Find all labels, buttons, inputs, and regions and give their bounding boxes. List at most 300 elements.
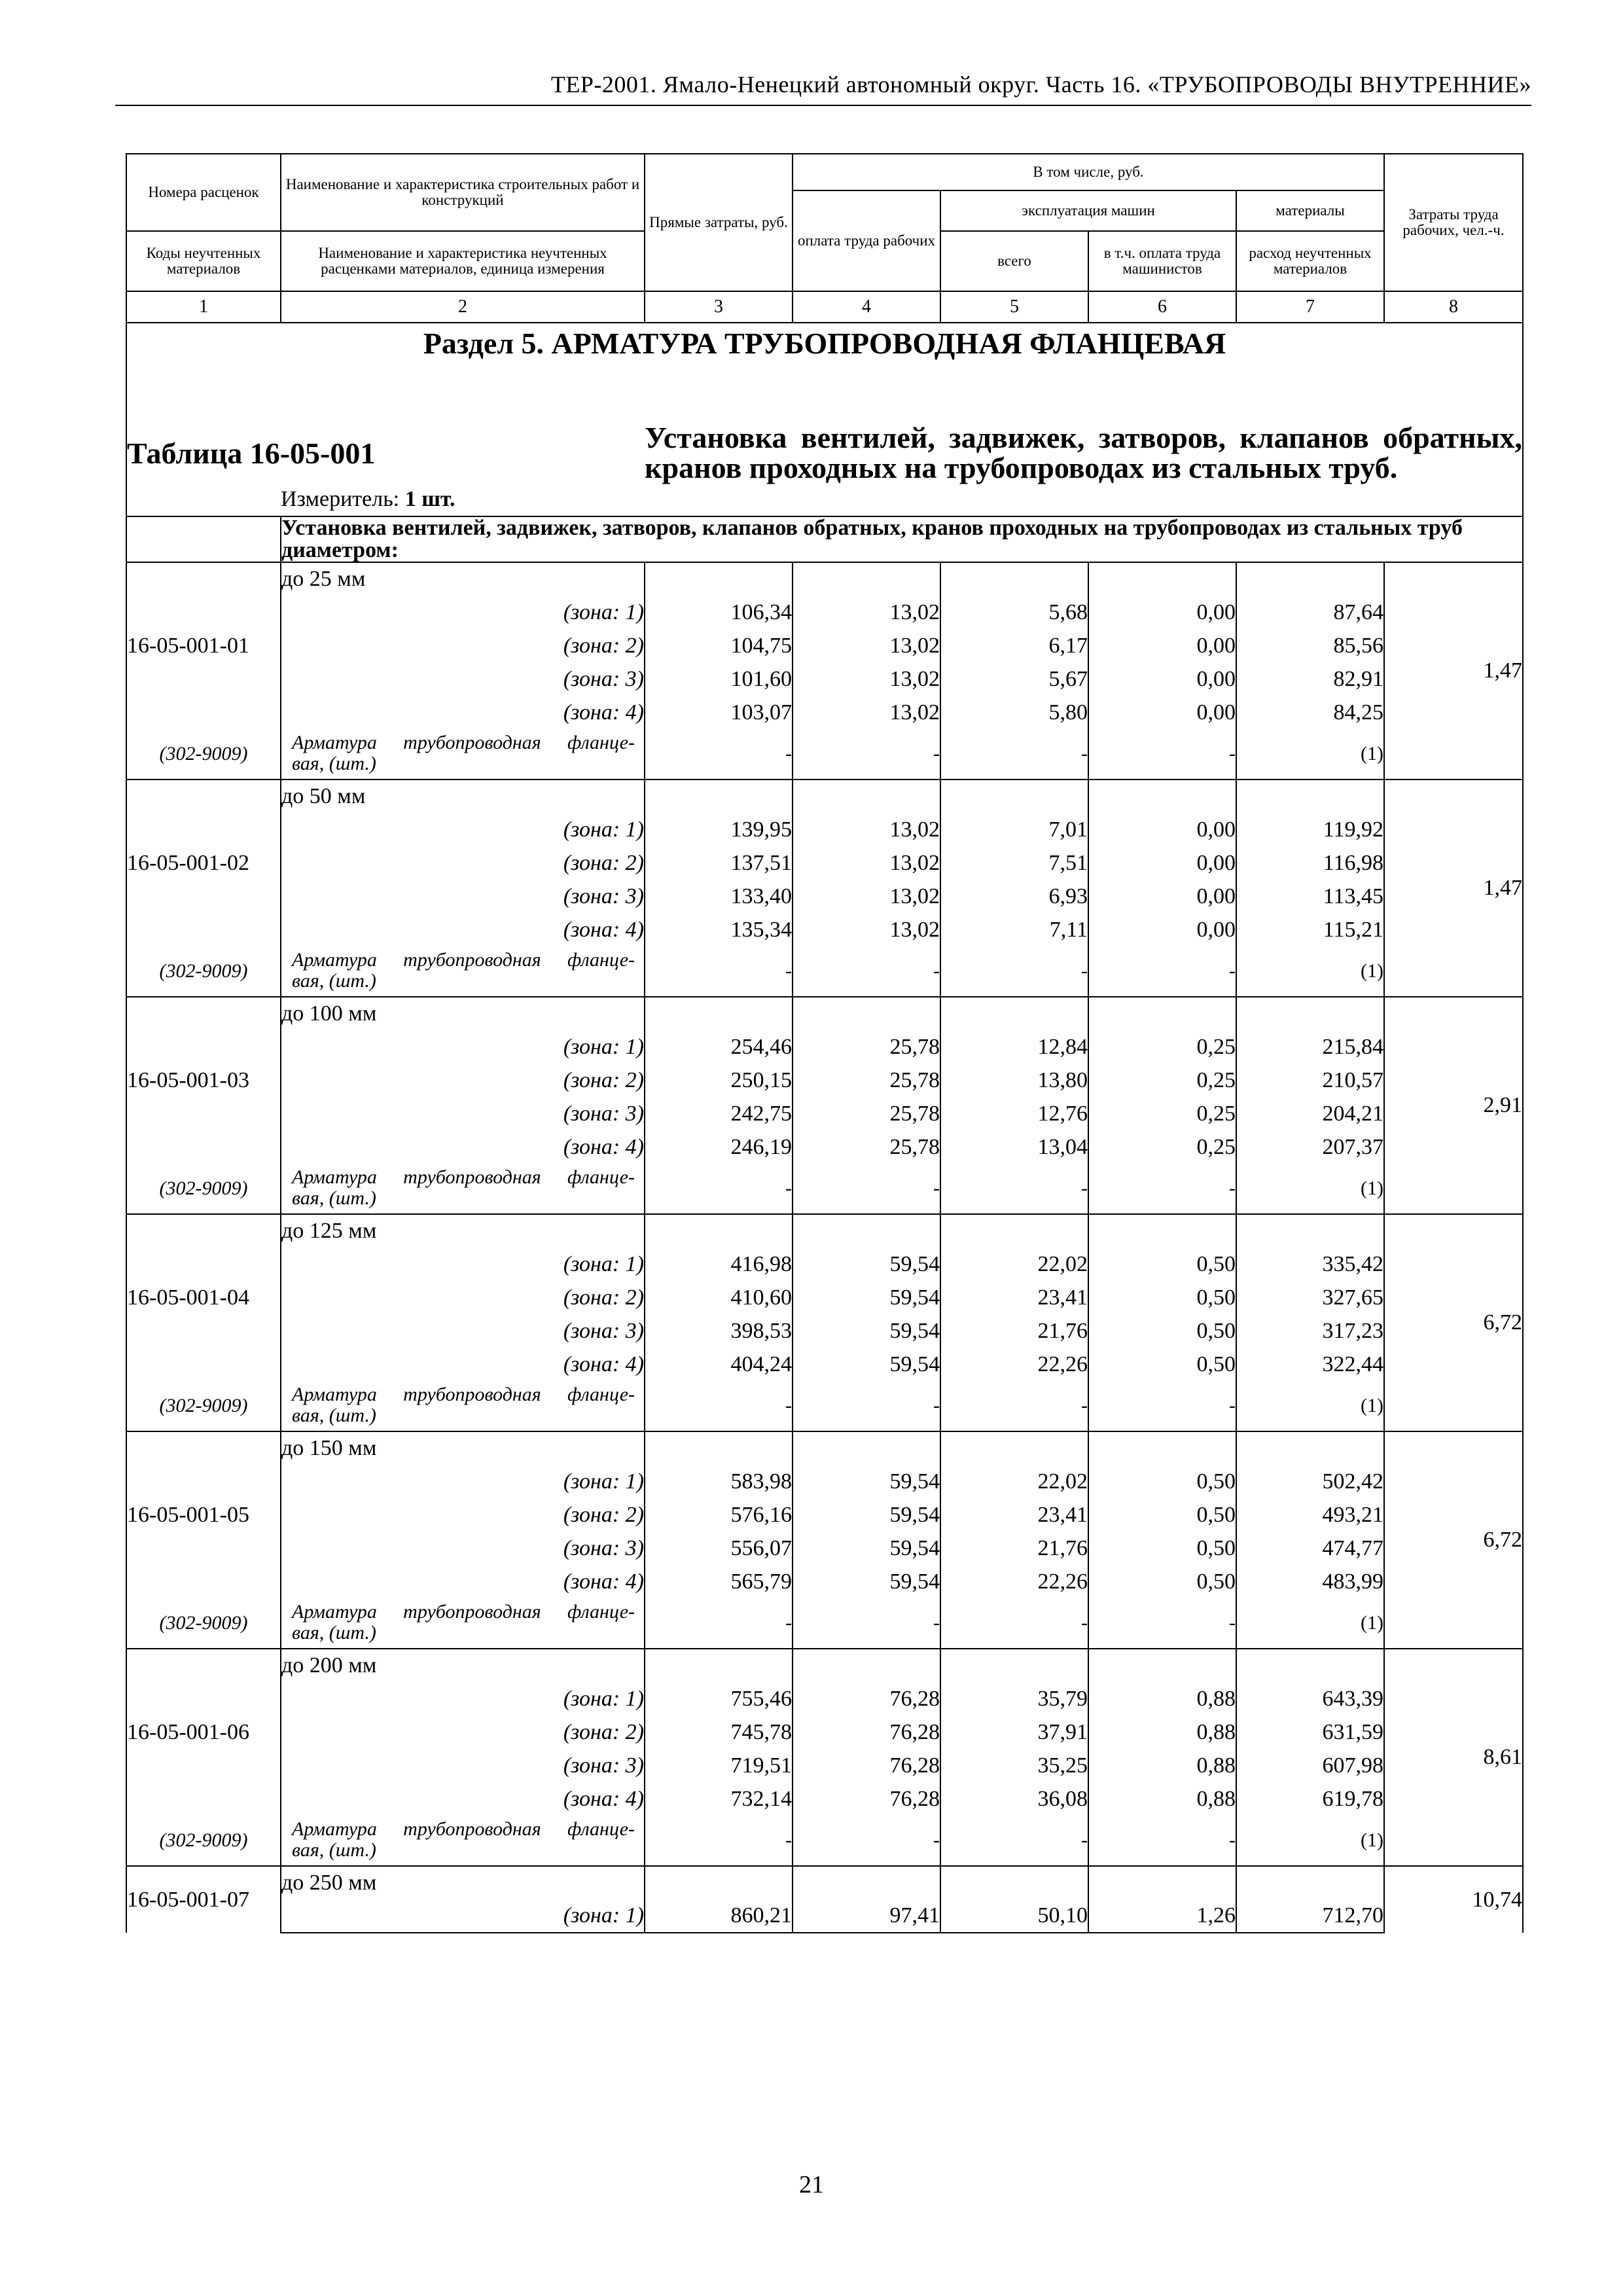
material-code: (302-9009) xyxy=(126,1816,281,1866)
direct-costs: 719,51 xyxy=(645,1749,793,1782)
direct-costs: 576,16 xyxy=(645,1498,793,1532)
rate-code: 16-05-001-06 xyxy=(126,1649,281,1816)
zone-label: (зона: 4) xyxy=(281,1565,645,1598)
direct-costs: 860,21 xyxy=(645,1899,793,1933)
rate-name: до 25 мм xyxy=(281,562,645,596)
direct-costs: 404,24 xyxy=(645,1348,793,1381)
empty-cell xyxy=(1088,1214,1236,1247)
header-codes-top: Номера расценок xyxy=(126,154,281,231)
material-name-line1: Арматура трубопроводная фланце- xyxy=(292,1166,635,1188)
empty-cell xyxy=(940,780,1088,813)
machines-total: 22,02 xyxy=(940,1247,1088,1281)
rate-name: до 50 мм xyxy=(281,780,645,813)
zone-row xyxy=(126,1682,1523,1715)
operators-wages: 0,50 xyxy=(1088,1348,1236,1381)
material-name-line2: вая, (шт.) xyxy=(292,1839,376,1861)
material-dash: - xyxy=(645,1816,793,1866)
machines-total: 13,04 xyxy=(940,1130,1088,1164)
material-code: (302-9009) xyxy=(126,946,281,997)
zone-row xyxy=(126,1247,1523,1281)
material-qty: (1) xyxy=(1236,1164,1384,1214)
zone-row xyxy=(126,846,1523,880)
materials-cost: 712,70 xyxy=(1236,1899,1384,1933)
machines-total: 7,11 xyxy=(940,913,1088,946)
direct-costs: 556,07 xyxy=(645,1532,793,1565)
col-number: 7 xyxy=(1236,291,1384,323)
rate-row xyxy=(126,1866,1523,1899)
zone-row xyxy=(126,696,1523,729)
direct-costs: 103,07 xyxy=(645,696,793,729)
zone-row xyxy=(126,1348,1523,1381)
wages: 13,02 xyxy=(793,813,940,846)
machines-total: 22,02 xyxy=(940,1465,1088,1498)
empty-cell xyxy=(940,1214,1088,1247)
zone-label: (зона: 4) xyxy=(281,913,645,946)
zone-row xyxy=(126,596,1523,629)
zone-label: (зона: 3) xyxy=(281,1314,645,1348)
wages: 13,02 xyxy=(793,846,940,880)
machines-total: 50,10 xyxy=(940,1899,1088,1933)
zone-row xyxy=(126,1465,1523,1498)
wages: 13,02 xyxy=(793,913,940,946)
material-name-line2: вая, (шт.) xyxy=(292,1405,376,1426)
machines-total: 22,26 xyxy=(940,1348,1088,1381)
material-dash: - xyxy=(645,1164,793,1214)
material-code: (302-9009) xyxy=(126,1381,281,1431)
zone-label: (зона: 1) xyxy=(281,1465,645,1498)
materials-cost: 631,59 xyxy=(1236,1715,1384,1749)
zone-label: (зона: 2) xyxy=(281,1715,645,1749)
wages: 97,41 xyxy=(793,1899,940,1933)
direct-costs: 242,75 xyxy=(645,1097,793,1130)
zone-row xyxy=(126,1130,1523,1164)
direct-costs: 410,60 xyxy=(645,1281,793,1314)
zone-row xyxy=(126,629,1523,662)
header-name-bottom: Наименование и характеристика неучтенных расценками материалов, единица измерения xyxy=(281,231,645,291)
header-material-use: расход неучтенных материалов xyxy=(1236,231,1384,291)
material-qty: (1) xyxy=(1236,1598,1384,1649)
operators-wages: 0,88 xyxy=(1088,1749,1236,1782)
materials-cost: 116,98 xyxy=(1236,846,1384,880)
zone-label: (зона: 1) xyxy=(281,1030,645,1064)
direct-costs: 106,34 xyxy=(645,596,793,629)
material-qty: (1) xyxy=(1236,729,1384,780)
empty-cell xyxy=(1088,1431,1236,1465)
empty-cell xyxy=(940,562,1088,596)
material-dash: - xyxy=(645,1598,793,1649)
wages: 25,78 xyxy=(793,1064,940,1097)
wages: 59,54 xyxy=(793,1281,940,1314)
empty-cell xyxy=(793,1649,940,1682)
direct-costs: 732,14 xyxy=(645,1782,793,1816)
empty-cell xyxy=(793,1214,940,1247)
zone-row xyxy=(126,1532,1523,1565)
empty-cell xyxy=(940,1866,1088,1899)
direct-costs: 398,53 xyxy=(645,1314,793,1348)
header-operators: в т.ч. оплата труда машинистов xyxy=(1088,231,1236,291)
zone-row xyxy=(126,1281,1523,1314)
zone-label: (зона: 2) xyxy=(281,846,645,880)
material-dash: - xyxy=(940,1816,1088,1866)
zone-label: (зона: 2) xyxy=(281,1498,645,1532)
zone-label: (зона: 3) xyxy=(281,880,645,913)
header-materials: материалы xyxy=(1236,190,1384,231)
empty-cell xyxy=(645,562,793,596)
empty-cell xyxy=(793,780,940,813)
rate-name: до 250 мм xyxy=(281,1866,645,1899)
direct-costs: 250,15 xyxy=(645,1064,793,1097)
material-row xyxy=(126,1381,1523,1431)
material-dash: - xyxy=(940,1381,1088,1431)
material-name xyxy=(281,946,645,997)
col-number: 1 xyxy=(126,291,281,323)
zone-row xyxy=(126,913,1523,946)
materials-cost: 84,25 xyxy=(1236,696,1384,729)
wages: 59,54 xyxy=(793,1532,940,1565)
zone-label: (зона: 3) xyxy=(281,1532,645,1565)
material-dash: - xyxy=(645,1381,793,1431)
operators-wages: 0,88 xyxy=(1088,1682,1236,1715)
material-dash: - xyxy=(1088,1164,1236,1214)
operators-wages: 0,50 xyxy=(1088,1281,1236,1314)
materials-cost: 85,56 xyxy=(1236,629,1384,662)
labor-cost: 6,72 xyxy=(1384,1431,1523,1649)
materials-cost: 327,65 xyxy=(1236,1281,1384,1314)
material-name-line1: Арматура трубопроводная фланце- xyxy=(292,732,635,753)
empty-cell xyxy=(645,997,793,1030)
labor-cost: 1,47 xyxy=(1384,780,1523,997)
material-dash: - xyxy=(793,1816,940,1866)
material-qty: (1) xyxy=(1236,946,1384,997)
materials-cost: 215,84 xyxy=(1236,1030,1384,1064)
header-machines-total: всего xyxy=(940,231,1088,291)
machines-total: 22,26 xyxy=(940,1565,1088,1598)
empty-cell xyxy=(1088,1866,1236,1899)
operators-wages: 0,00 xyxy=(1088,662,1236,696)
material-name-line2: вая, (шт.) xyxy=(292,970,376,992)
direct-costs: 101,60 xyxy=(645,662,793,696)
zone-row xyxy=(126,880,1523,913)
empty-cell xyxy=(1236,1431,1384,1465)
wages: 59,54 xyxy=(793,1498,940,1532)
operators-wages: 0,00 xyxy=(1088,846,1236,880)
empty-cell xyxy=(1088,997,1236,1030)
zone-row xyxy=(126,813,1523,846)
zone-row xyxy=(126,1749,1523,1782)
material-row xyxy=(126,1816,1523,1866)
header-direct-costs: Прямые затраты, руб. xyxy=(645,154,793,291)
machines-total: 5,68 xyxy=(940,596,1088,629)
material-dash: - xyxy=(645,729,793,780)
empty-cell xyxy=(793,1431,940,1465)
labor-cost: 2,91 xyxy=(1384,997,1523,1214)
zone-label: (зона: 4) xyxy=(281,696,645,729)
material-name xyxy=(281,1381,645,1431)
material-name-line1: Арматура трубопроводная фланце- xyxy=(292,1384,635,1405)
direct-costs: 254,46 xyxy=(645,1030,793,1064)
material-name-line2: вая, (шт.) xyxy=(292,1187,376,1209)
material-name xyxy=(281,1164,645,1214)
operators-wages: 0,00 xyxy=(1088,813,1236,846)
material-name-line1: Арматура трубопроводная фланце- xyxy=(292,1601,635,1623)
machines-total: 36,08 xyxy=(940,1782,1088,1816)
direct-costs: 745,78 xyxy=(645,1715,793,1749)
material-dash: - xyxy=(1088,1381,1236,1431)
wages: 76,28 xyxy=(793,1715,940,1749)
header-incl: В том числе, руб. xyxy=(793,154,1384,190)
zone-row xyxy=(126,662,1523,696)
wages: 13,02 xyxy=(793,662,940,696)
meter-label: Измеритель: xyxy=(281,487,400,511)
rate-name: до 100 мм xyxy=(281,997,645,1030)
operators-wages: 0,50 xyxy=(1088,1247,1236,1281)
operators-wages: 0,50 xyxy=(1088,1465,1236,1498)
materials-cost: 322,44 xyxy=(1236,1348,1384,1381)
empty-cell xyxy=(1088,1649,1236,1682)
wages: 76,28 xyxy=(793,1682,940,1715)
zone-label: (зона: 1) xyxy=(281,596,645,629)
machines-total: 7,51 xyxy=(940,846,1088,880)
machines-total: 21,76 xyxy=(940,1532,1088,1565)
empty-cell xyxy=(940,997,1088,1030)
material-code: (302-9009) xyxy=(126,1164,281,1214)
zone-row xyxy=(126,1097,1523,1130)
machines-total: 23,41 xyxy=(940,1498,1088,1532)
header-labor: Затраты труда рабочих, чел.-ч. xyxy=(1384,154,1523,291)
machines-total: 21,76 xyxy=(940,1314,1088,1348)
material-row xyxy=(126,946,1523,997)
material-dash: - xyxy=(940,1598,1088,1649)
rate-code: 16-05-001-05 xyxy=(126,1431,281,1598)
materials-cost: 82,91 xyxy=(1236,662,1384,696)
material-name xyxy=(281,1816,645,1866)
rate-code: 16-05-001-04 xyxy=(126,1214,281,1381)
rate-row xyxy=(126,1431,1523,1465)
material-qty: (1) xyxy=(1236,1381,1384,1431)
section-title: Раздел 5. АРМАТУРА ТРУБОПРОВОДНАЯ ФЛАНЦЕВАЯ xyxy=(126,323,1523,363)
empty-cell xyxy=(645,1649,793,1682)
direct-costs: 565,79 xyxy=(645,1565,793,1598)
material-row xyxy=(126,729,1523,780)
materials-cost: 619,78 xyxy=(1236,1782,1384,1816)
labor-cost: 6,72 xyxy=(1384,1214,1523,1431)
empty-cell xyxy=(793,997,940,1030)
zone-label: (зона: 3) xyxy=(281,1097,645,1130)
zone-row xyxy=(126,1899,1523,1933)
wages: 59,54 xyxy=(793,1465,940,1498)
materials-cost: 493,21 xyxy=(1236,1498,1384,1532)
operators-wages: 0,00 xyxy=(1088,596,1236,629)
operators-wages: 0,00 xyxy=(1088,913,1236,946)
materials-cost: 204,21 xyxy=(1236,1097,1384,1130)
zone-row xyxy=(126,1314,1523,1348)
empty-cell xyxy=(1236,1866,1384,1899)
zone-row xyxy=(126,1715,1523,1749)
rate-name: до 125 мм xyxy=(281,1214,645,1247)
material-dash: - xyxy=(1088,946,1236,997)
operators-wages: 0,00 xyxy=(1088,629,1236,662)
empty-cell xyxy=(645,1866,793,1899)
material-dash: - xyxy=(940,946,1088,997)
material-qty: (1) xyxy=(1236,1816,1384,1866)
machines-total: 12,84 xyxy=(940,1030,1088,1064)
material-name-line2: вая, (шт.) xyxy=(292,753,376,774)
zone-label: (зона: 1) xyxy=(281,813,645,846)
rates-table xyxy=(126,153,1524,1933)
running-header: ТЕР-2001. Ямало-Ненецкий автономный округ. Часть 16. «ТРУБОПРОВОДЫ ВНУТРЕННИЕ» xyxy=(115,71,1531,106)
zone-label: (зона: 3) xyxy=(281,1749,645,1782)
zone-label: (зона: 4) xyxy=(281,1782,645,1816)
machines-total: 6,93 xyxy=(940,880,1088,913)
empty-cell xyxy=(645,1214,793,1247)
wages: 59,54 xyxy=(793,1314,940,1348)
zone-label: (зона: 2) xyxy=(281,1281,645,1314)
empty-cell xyxy=(645,780,793,813)
zone-label: (зона: 1) xyxy=(281,1899,645,1933)
material-name xyxy=(281,1598,645,1649)
wages: 59,54 xyxy=(793,1348,940,1381)
header-codes-bottom: Коды неучтенных материалов xyxy=(126,231,281,291)
empty-cell xyxy=(1236,1649,1384,1682)
zone-row xyxy=(126,1498,1523,1532)
col-number: 6 xyxy=(1088,291,1236,323)
rate-code: 16-05-001-07 xyxy=(126,1866,281,1933)
zone-label: (зона: 4) xyxy=(281,1348,645,1381)
zone-label: (зона: 1) xyxy=(281,1682,645,1715)
operators-wages: 0,00 xyxy=(1088,880,1236,913)
col-number: 5 xyxy=(940,291,1088,323)
direct-costs: 583,98 xyxy=(645,1465,793,1498)
empty-cell xyxy=(793,1866,940,1899)
machines-total: 5,80 xyxy=(940,696,1088,729)
material-name xyxy=(281,729,645,780)
machines-total: 13,80 xyxy=(940,1064,1088,1097)
material-dash: - xyxy=(793,946,940,997)
wages: 25,78 xyxy=(793,1030,940,1064)
machines-total: 23,41 xyxy=(940,1281,1088,1314)
direct-costs: 416,98 xyxy=(645,1247,793,1281)
empty-cell xyxy=(940,1431,1088,1465)
zone-row xyxy=(126,1782,1523,1816)
rate-row xyxy=(126,1649,1523,1682)
material-dash: - xyxy=(940,729,1088,780)
rate-code: 16-05-001-03 xyxy=(126,997,281,1164)
zone-label: (зона: 3) xyxy=(281,662,645,696)
direct-costs: 755,46 xyxy=(645,1682,793,1715)
empty-cell xyxy=(793,562,940,596)
machines-total: 37,91 xyxy=(940,1715,1088,1749)
meter-value: 1 шт. xyxy=(404,487,455,511)
wages: 13,02 xyxy=(793,880,940,913)
empty-cell xyxy=(1236,562,1384,596)
empty-cell xyxy=(1088,780,1236,813)
rate-row xyxy=(126,562,1523,596)
rate-code: 16-05-001-02 xyxy=(126,780,281,946)
zone-row xyxy=(126,1064,1523,1097)
wages: 59,54 xyxy=(793,1247,940,1281)
zone-row xyxy=(126,1565,1523,1598)
group-description: Установка вентилей, задвижек, затворов, клапанов обратных, кранов проходных на трубопроводах из стальных труб диаметром: xyxy=(281,516,1523,562)
machines-total: 35,25 xyxy=(940,1749,1088,1782)
empty-cell xyxy=(1236,997,1384,1030)
material-row xyxy=(126,1598,1523,1649)
operators-wages: 0,88 xyxy=(1088,1715,1236,1749)
zone-label: (зона: 1) xyxy=(281,1247,645,1281)
material-row xyxy=(126,1164,1523,1214)
materials-cost: 113,45 xyxy=(1236,880,1384,913)
material-name-line1: Арматура трубопроводная фланце- xyxy=(292,1818,635,1840)
wages: 76,28 xyxy=(793,1782,940,1816)
direct-costs: 133,40 xyxy=(645,880,793,913)
operators-wages: 1,26 xyxy=(1088,1899,1236,1933)
materials-cost: 502,42 xyxy=(1236,1465,1384,1498)
operators-wages: 0,50 xyxy=(1088,1498,1236,1532)
empty-cell xyxy=(1088,562,1236,596)
material-name-line2: вая, (шт.) xyxy=(292,1622,376,1643)
wages: 25,78 xyxy=(793,1130,940,1164)
material-code: (302-9009) xyxy=(126,1598,281,1649)
wages: 76,28 xyxy=(793,1749,940,1782)
col-number: 4 xyxy=(793,291,940,323)
zone-label: (зона: 2) xyxy=(281,1064,645,1097)
col-number: 8 xyxy=(1384,291,1523,323)
materials-cost: 210,57 xyxy=(1236,1064,1384,1097)
wages: 13,02 xyxy=(793,696,940,729)
direct-costs: 246,19 xyxy=(645,1130,793,1164)
rate-row xyxy=(126,997,1523,1030)
rate-name: до 150 мм xyxy=(281,1431,645,1465)
material-dash: - xyxy=(645,946,793,997)
meter xyxy=(281,483,1523,516)
header-name-top: Наименование и характеристика строительных работ и конструкций xyxy=(281,154,645,231)
operators-wages: 0,25 xyxy=(1088,1097,1236,1130)
zone-label: (зона: 4) xyxy=(281,1130,645,1164)
operators-wages: 0,50 xyxy=(1088,1565,1236,1598)
materials-cost: 317,23 xyxy=(1236,1314,1384,1348)
zone-label: (зона: 2) xyxy=(281,629,645,662)
materials-cost: 119,92 xyxy=(1236,813,1384,846)
labor-cost: 8,61 xyxy=(1384,1649,1523,1866)
rate-row xyxy=(126,780,1523,813)
wages: 13,02 xyxy=(793,629,940,662)
wages: 13,02 xyxy=(793,596,940,629)
rate-code: 16-05-001-01 xyxy=(126,562,281,729)
machines-total: 7,01 xyxy=(940,813,1088,846)
machines-total: 12,76 xyxy=(940,1097,1088,1130)
operators-wages: 0,25 xyxy=(1088,1064,1236,1097)
col-number: 2 xyxy=(281,291,645,323)
page-number: 21 xyxy=(799,2171,824,2198)
labor-cost: 10,74 xyxy=(1384,1866,1523,1933)
operators-wages: 0,50 xyxy=(1088,1314,1236,1348)
direct-costs: 137,51 xyxy=(645,846,793,880)
header-wages: оплата труда рабочих xyxy=(793,190,940,291)
labor-cost: 1,47 xyxy=(1384,562,1523,780)
machines-total: 35,79 xyxy=(940,1682,1088,1715)
material-dash: - xyxy=(940,1164,1088,1214)
empty-cell xyxy=(1236,1214,1384,1247)
empty-cell xyxy=(645,1431,793,1465)
materials-cost: 335,42 xyxy=(1236,1247,1384,1281)
operators-wages: 0,00 xyxy=(1088,696,1236,729)
machines-total: 5,67 xyxy=(940,662,1088,696)
header-machines: эксплуатация машин xyxy=(940,190,1236,231)
material-dash: - xyxy=(1088,729,1236,780)
material-dash: - xyxy=(1088,1598,1236,1649)
materials-cost: 87,64 xyxy=(1236,596,1384,629)
table-description: Установка вентилей, задвижек, затворов, клапанов обратных, кранов проходных на трубопроводах из стальных труб. xyxy=(645,421,1523,484)
wages: 25,78 xyxy=(793,1097,940,1130)
